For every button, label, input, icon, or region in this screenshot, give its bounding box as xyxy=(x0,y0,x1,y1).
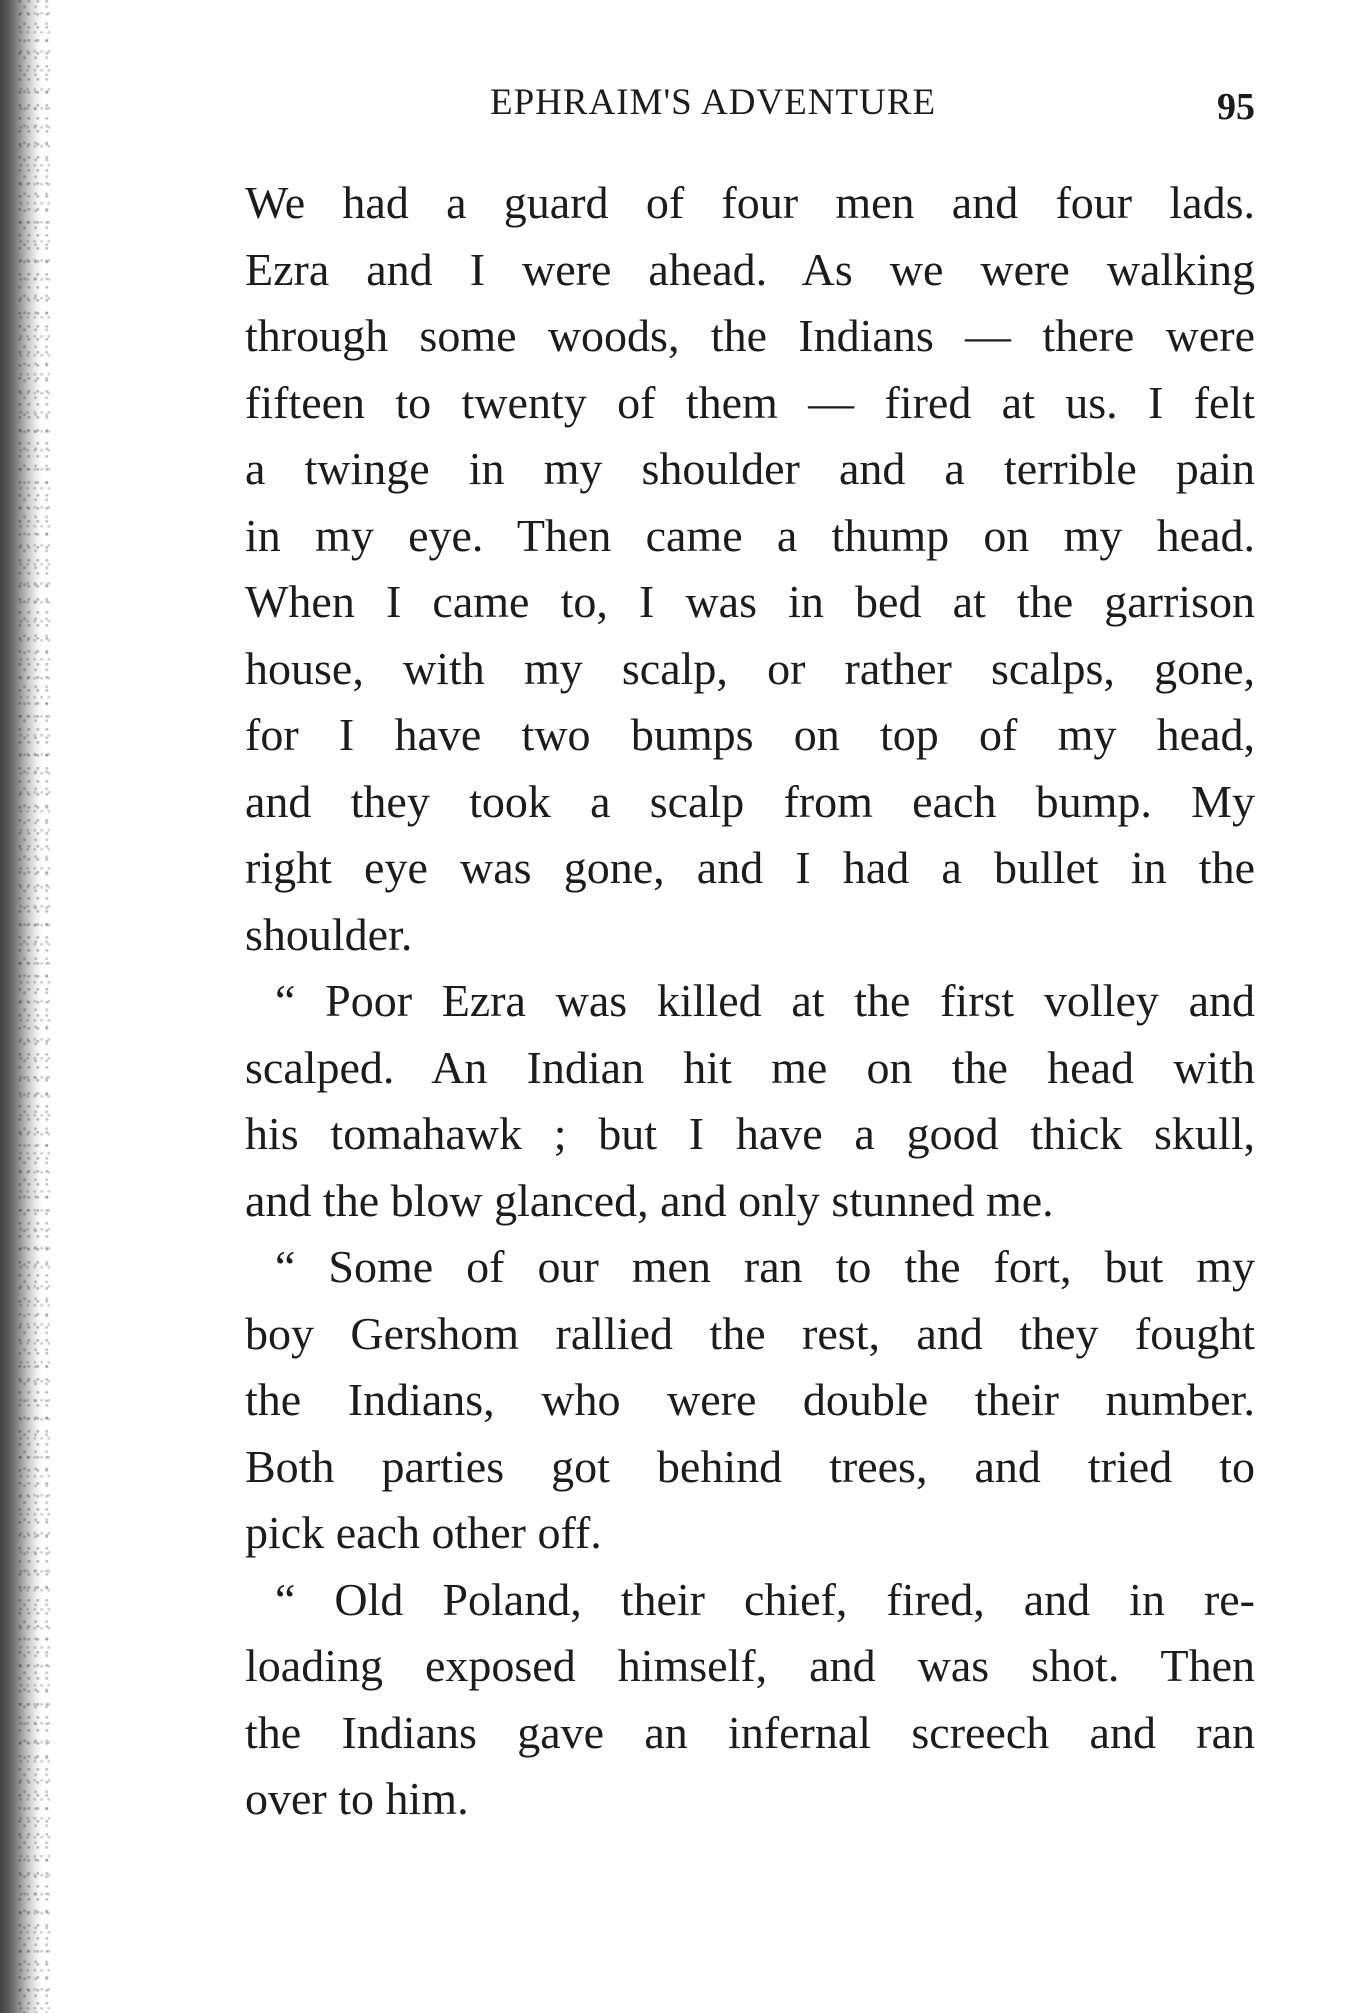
text-line: “ Poor Ezra was killed at the first volley and xyxy=(275,975,1255,1026)
book-spine-texture xyxy=(18,0,52,2013)
text-line: When I came to, I was in bed at the garrison xyxy=(245,576,1255,627)
text-line: a twinge in my shoulder and a terrible pain xyxy=(245,443,1255,494)
text-line: pick each other off. xyxy=(245,1507,602,1558)
text-line: boy Gershom rallied the rest, and they fought xyxy=(245,1307,1255,1359)
text-line: his tomahawk ; but I have a good thick skull, xyxy=(245,1108,1255,1159)
page-number: 95 xyxy=(1217,86,1255,128)
text-line: house, with my scalp, or rather scalps, gone, xyxy=(245,642,1255,694)
text-line: fifteen to twenty of them — fired at us. I felt xyxy=(245,376,1255,428)
text-line: the Indians, who were double their number. xyxy=(245,1374,1255,1425)
page-body xyxy=(245,170,1255,1833)
text-line: “ Some of our men ran to the fort, but my xyxy=(275,1241,1255,1292)
text-line: in my eye. Then came a thump on my head. xyxy=(245,509,1255,561)
text-line: scalped. An Indian hit me on the head with xyxy=(245,1041,1255,1093)
text-line: and the blow glanced, and only stunned me. xyxy=(245,1174,1054,1226)
running-title: EPHRAIM'S ADVENTURE xyxy=(490,82,937,123)
text-line: for I have two bumps on top of my head, xyxy=(245,709,1255,760)
text-line: the Indians gave an infernal screech and ran xyxy=(245,1706,1255,1758)
text-line: shoulder. xyxy=(245,908,413,960)
running-head xyxy=(245,78,1255,128)
text-line: right eye was gone, and I had a bullet in the xyxy=(245,842,1255,893)
text-line: Ezra and I were ahead. As we were walking xyxy=(245,243,1255,295)
text-line: over to him. xyxy=(245,1773,469,1824)
text-line: through some woods, the Indians — there were xyxy=(245,310,1255,361)
text-line: loading exposed himself, and was shot. Then xyxy=(245,1640,1255,1691)
text-line: and they took a scalp from each bump. My xyxy=(245,775,1255,827)
text-line: “ Old Poland, their chief, fired, and in re- xyxy=(275,1573,1255,1625)
text-line: Both parties got behind trees, and tried to xyxy=(245,1440,1255,1492)
text-line: We had a guard of four men and four lads. xyxy=(245,177,1255,228)
